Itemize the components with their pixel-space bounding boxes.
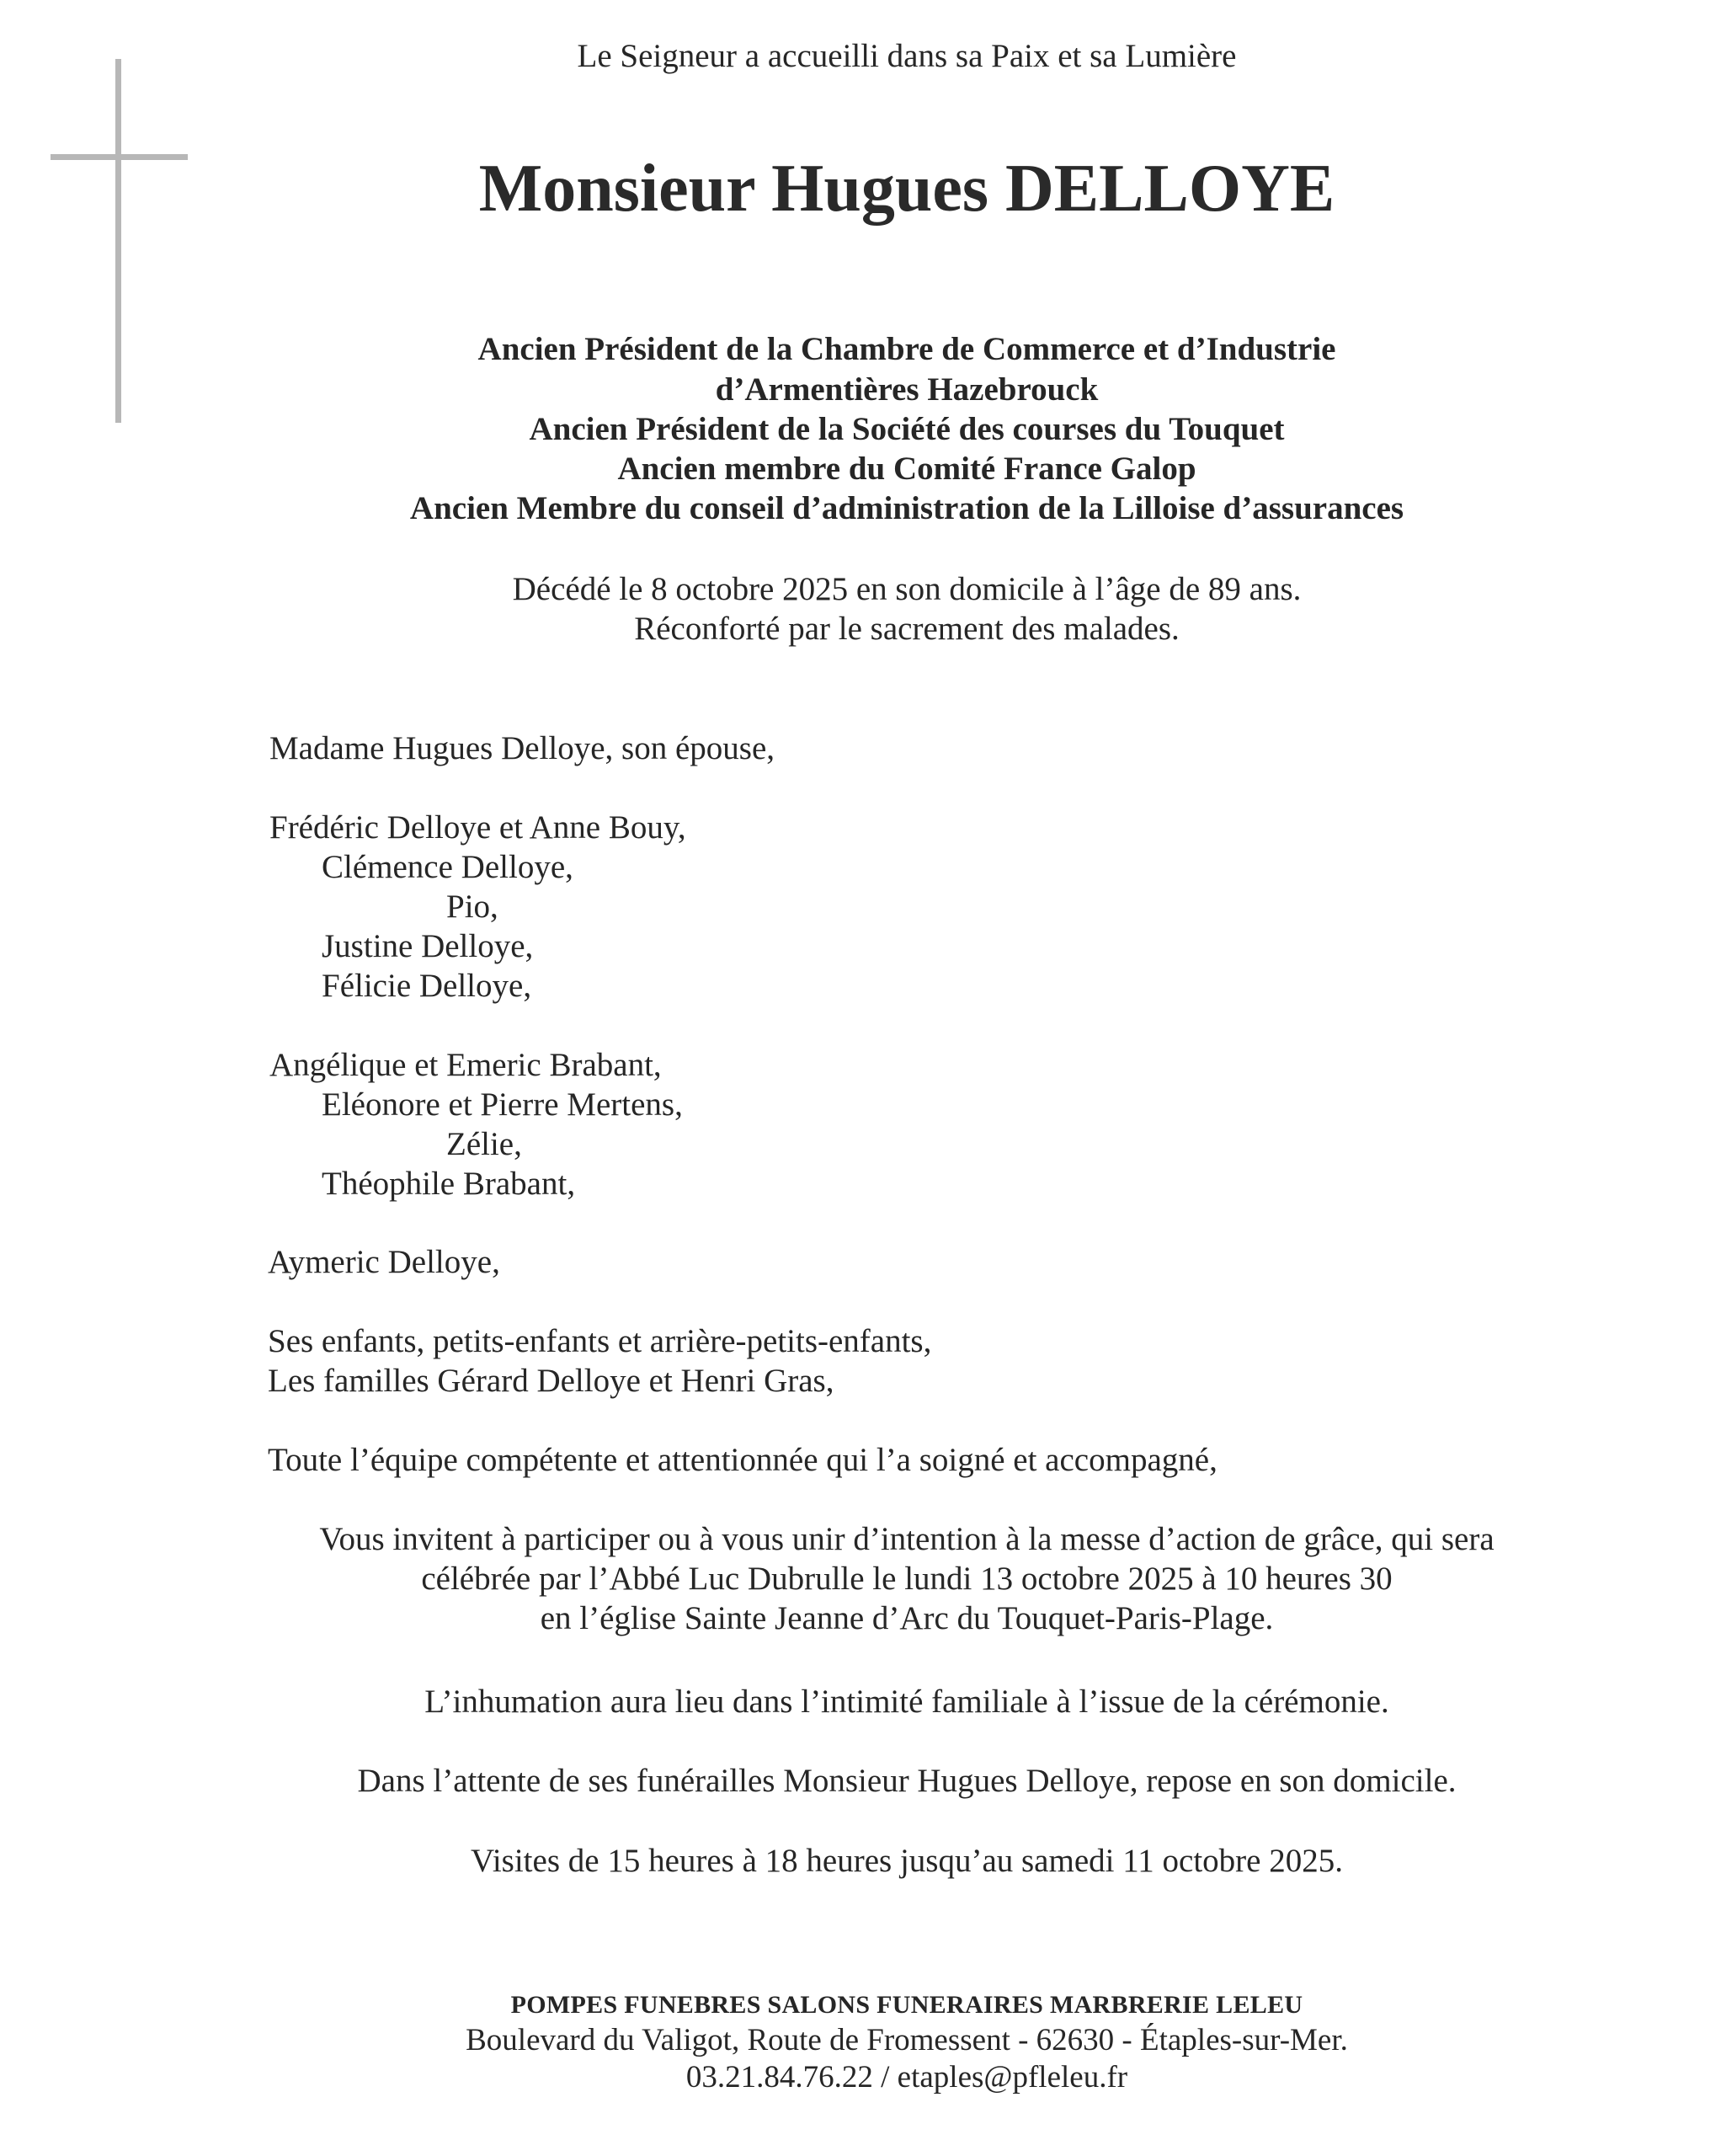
family-group-1-head: Frédéric Delloye et Anne Bouy,	[269, 809, 686, 846]
family-group-1-child: Pio,	[446, 889, 498, 925]
extended-family-1: Ses enfants, petits-enfants et arrière-petits-enfants,	[268, 1323, 932, 1359]
extended-family-2: Les familles Gérard Delloye et Henri Gras,	[268, 1363, 834, 1399]
invitation-line-3: en l’église Sainte Jeanne d’Arc du Touquet-Paris-Plage.	[540, 1600, 1274, 1636]
invitation-line-1: Vous invitent à participer ou à vous unir d’intention à la messe d’action de grâce, qui sera	[319, 1521, 1495, 1557]
family-group-1-child: Félicie Delloye,	[322, 968, 532, 1004]
funeral-home-address: Boulevard du Valigot, Route de Fromessent - 62630 - Étaples-sur-Mer.	[466, 2023, 1348, 2057]
family-group-1-child: Clémence Delloye,	[322, 849, 573, 885]
family-group-2-child: Zélie,	[446, 1126, 522, 1162]
spouse: Madame Hugues Delloye, son épouse,	[269, 730, 775, 766]
death-date: Décédé le 8 octobre 2025 en son domicile à l’âge de 89 ans.	[512, 571, 1302, 607]
title-line-1: Ancien Président de la Chambre de Commerce et d’Industrie	[477, 331, 1336, 367]
family-group-1-child: Justine Delloye,	[322, 928, 534, 964]
death-sacrament: Réconforté par le sacrement des malades.	[634, 611, 1180, 647]
family-group-2-head: Angélique et Emeric Brabant,	[269, 1047, 662, 1083]
family-group-3: Aymeric Delloye,	[268, 1244, 500, 1280]
title-line-2: d’Armentières Hazebrouck	[715, 371, 1099, 408]
title-line-3: Ancien Président de la Société des courses du Touquet	[529, 411, 1285, 447]
tagline: Le Seigneur a accueilli dans sa Paix et sa Lumière	[577, 38, 1237, 74]
family-group-2-child: Théophile Brabant,	[322, 1166, 576, 1202]
deceased-name: Monsieur Hugues DELLOYE	[478, 152, 1335, 226]
title-line-5: Ancien Membre du conseil d’administration de la Lilloise d’assurances	[409, 490, 1404, 526]
invitation-line-2: célébrée par l’Abbé Luc Dubrulle le lundi 13 octobre 2025 à 10 heures 30	[421, 1561, 1393, 1597]
burial-notice: L’inhumation aura lieu dans l’intimité familiale à l’issue de la cérémonie.	[424, 1684, 1389, 1720]
visits-notice: Visites de 15 heures à 18 heures jusqu’au samedi 11 octobre 2025.	[471, 1843, 1343, 1879]
funeral-home-contact: 03.21.84.76.22 / etaples@pfleleu.fr	[685, 2060, 1128, 2095]
funeral-home-name: POMPES FUNEBRES SALONS FUNERAIRES MARBRERIE LELEU	[510, 1991, 1303, 2019]
family-group-2-child: Eléonore et Pierre Mertens,	[322, 1086, 683, 1123]
title-line-4: Ancien membre du Comité France Galop	[617, 451, 1196, 487]
rest-notice: Dans l’attente de ses funérailles Monsieur Hugues Delloye, repose en son domicile.	[357, 1763, 1457, 1799]
care-team: Toute l’équipe compétente et attentionnée qui l’a soigné et accompagné,	[268, 1442, 1217, 1478]
